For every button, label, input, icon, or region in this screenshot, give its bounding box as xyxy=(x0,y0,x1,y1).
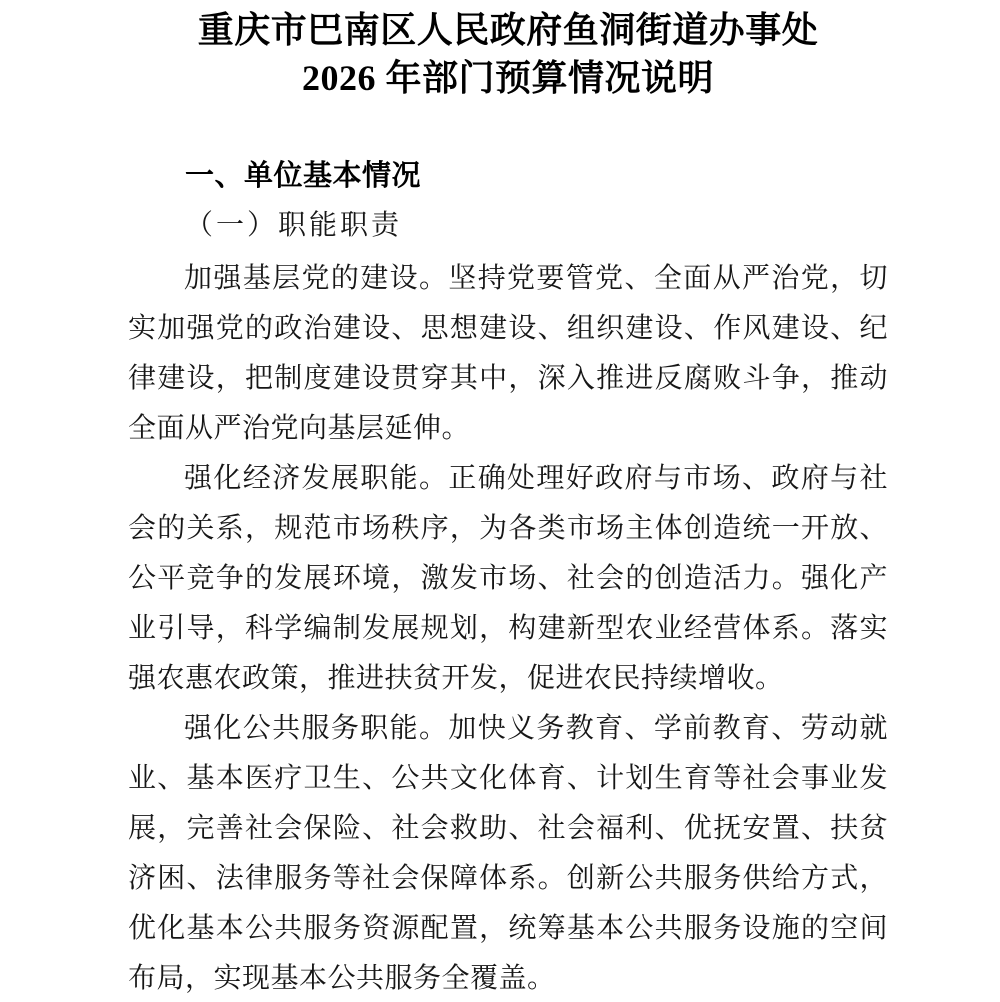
document-title-line-2: 2026 年部门预算情况说明 xyxy=(301,58,714,98)
paragraph-public-services: 强化公共服务职能。加快义务教育、学前教育、劳动就业、基本医疗卫生、公共文化体育、计划生育等社会事业发展，完善社会保险、社会救助、社会福利、优抚安置、扶贫济困、法律服务等社会保障体系。创新公共服务供给方式，优化基本公共服务资源配置，统筹基本公共服务设施的空间布局，实现基本公共服务全覆盖。 xyxy=(128,713,888,994)
document-title xyxy=(128,6,888,102)
section-heading-unit-basic-info: 一、单位基本情况 xyxy=(185,160,422,192)
paragraph-economic-development: 强化经济发展职能。正确处理好政府与市场、政府与社会的关系，规范市场秩序，为各类市场主体创造统一开放、公平竞争的发展环境，激发市场、社会的创造活力。强化产业引导，科学编制发展规划，构建新型农业经营体系。落实强农惠农政策，推进扶贫开发，促进农民持续增收。 xyxy=(128,463,888,694)
paragraph-party-building: 加强基层党的建设。坚持党要管党、全面从严治党，切实加强党的政治建设、思想建设、组织建设、作风建设、纪律建设，把制度建设贯穿其中，深入推进反腐败斗争，推动全面从严治党向基层延伸。 xyxy=(128,263,888,444)
document-title-line-1: 重庆市巴南区人民政府鱼洞街道办事处 xyxy=(197,10,819,50)
subsection-heading-duties: （一）职能职责 xyxy=(185,210,403,241)
